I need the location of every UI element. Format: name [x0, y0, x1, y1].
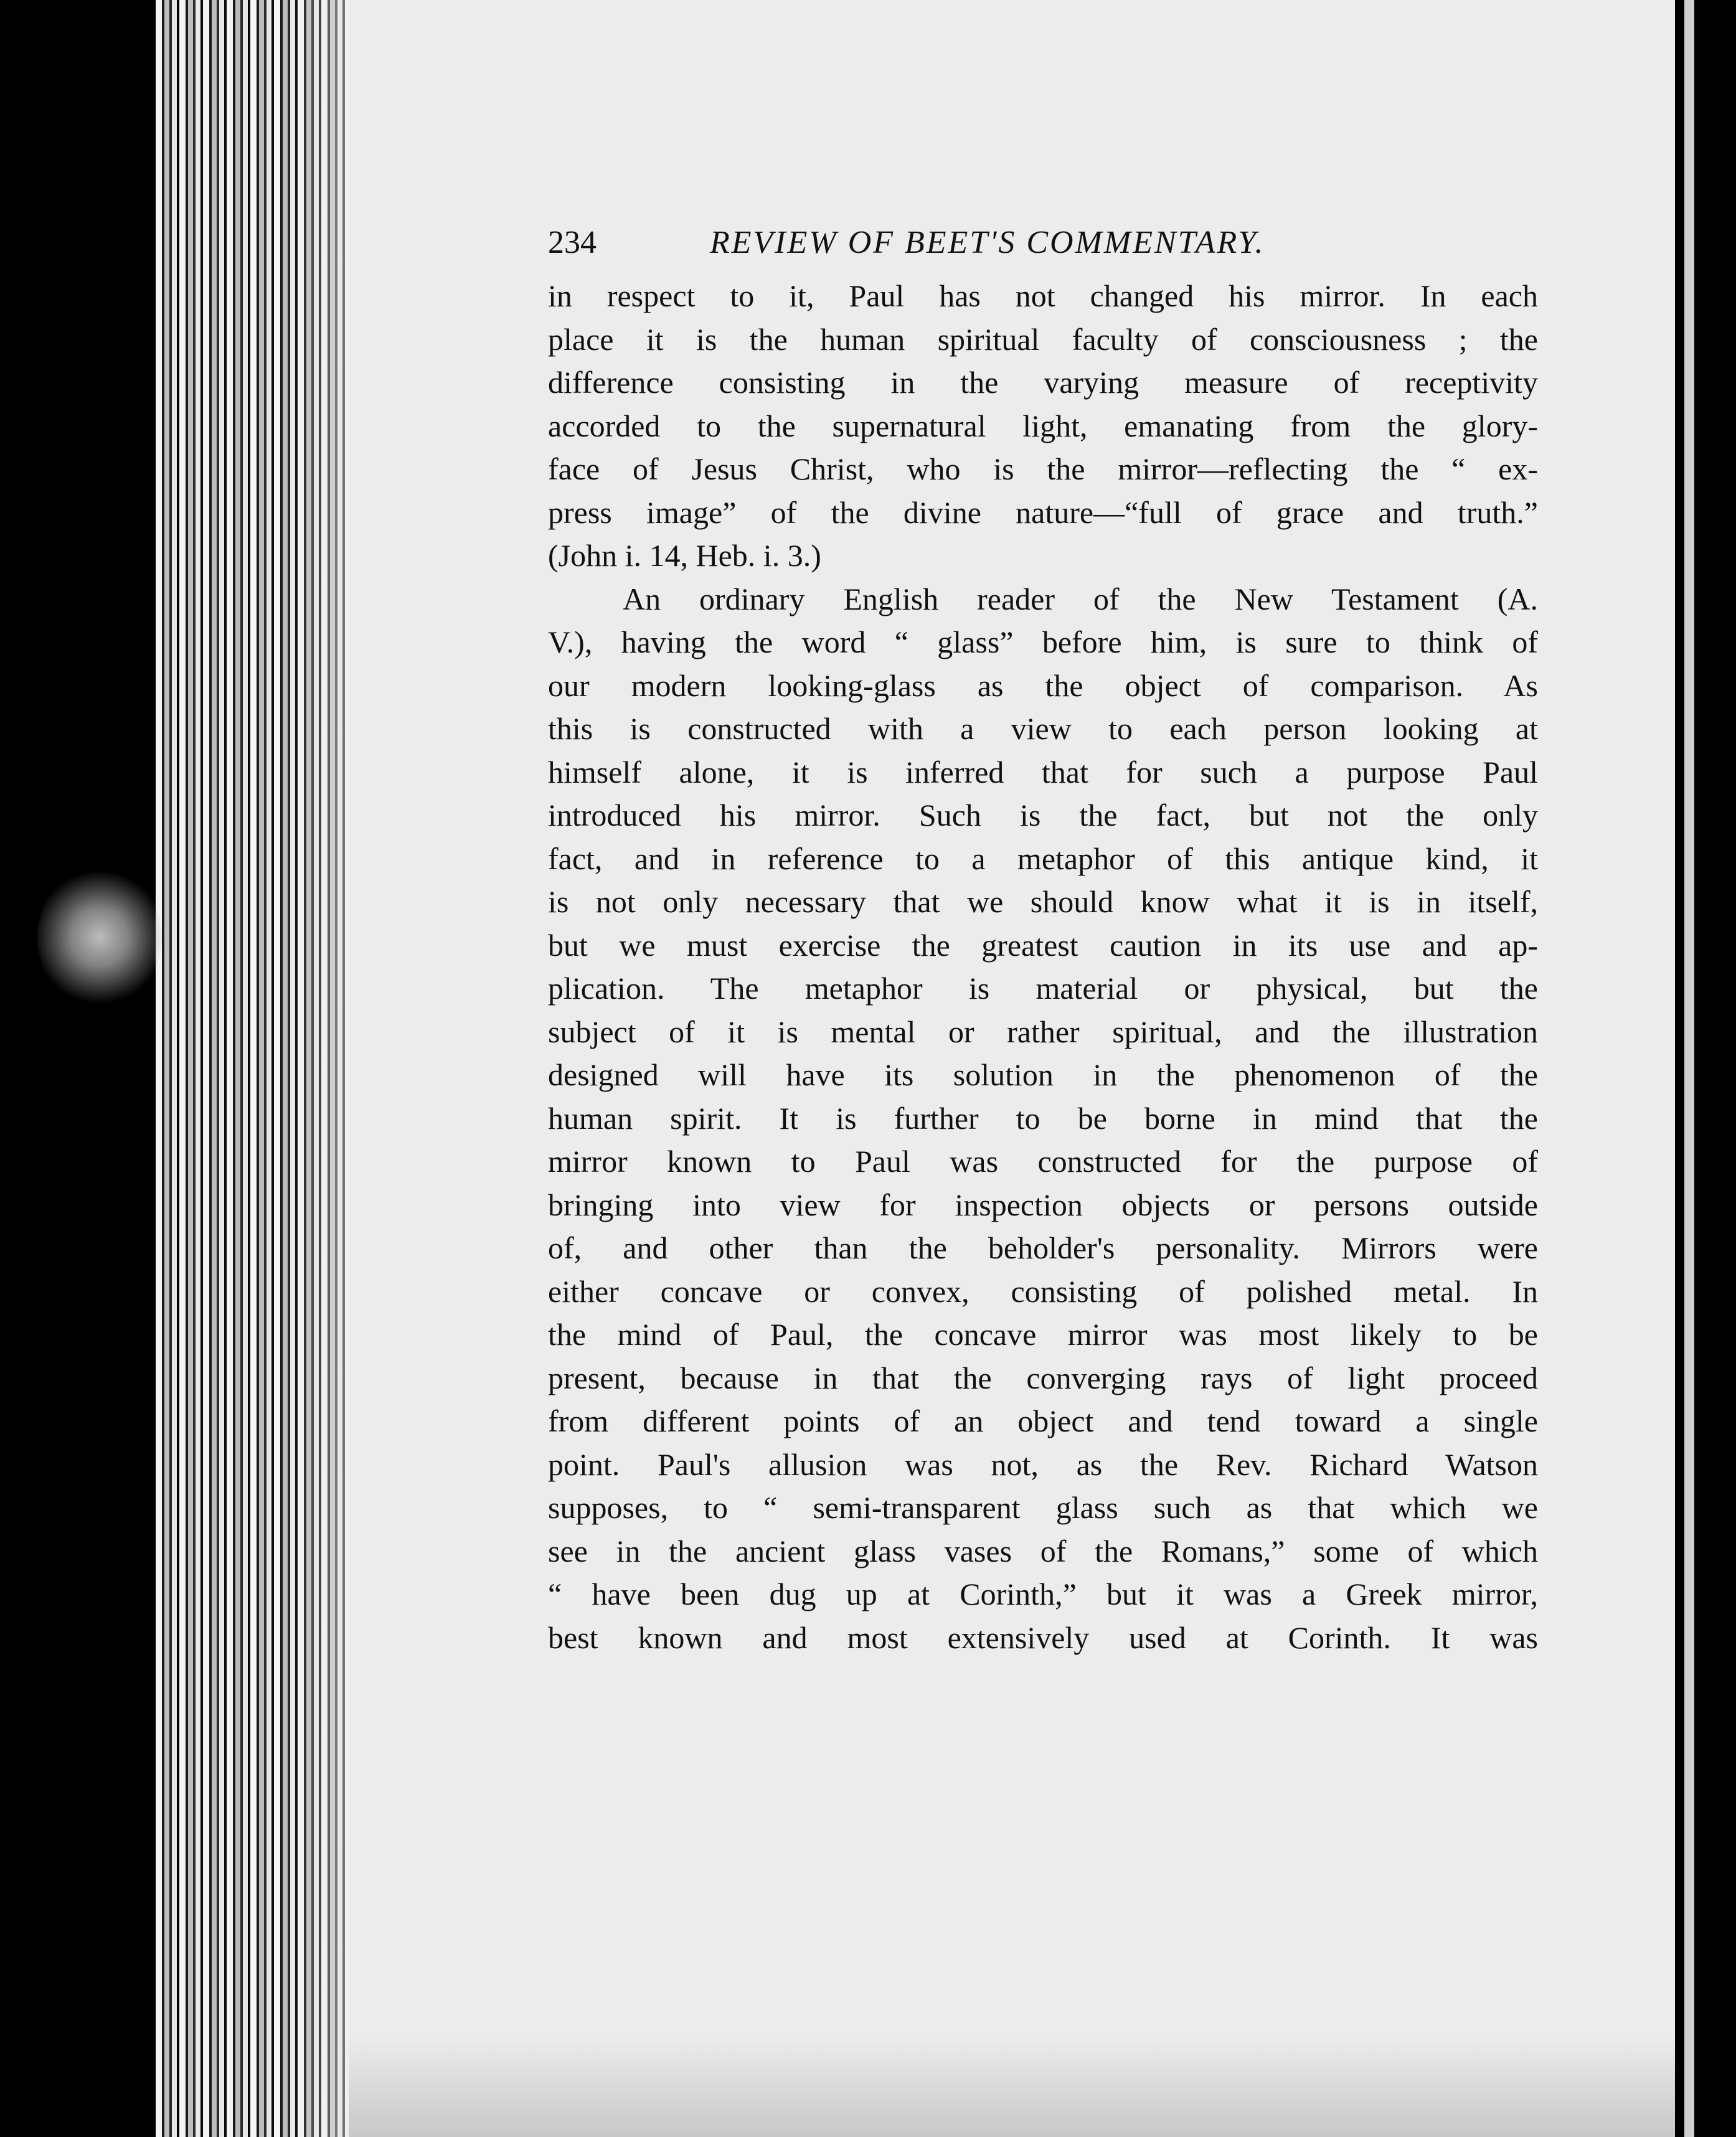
page-text-block — [548, 224, 1538, 1659]
text-line: subject of it is mental or rather spiritual, and the illustration — [548, 1014, 1538, 1049]
text-line: introduced his mirror. Such is the fact, but not the only — [548, 798, 1538, 833]
text-line: An ordinary English reader of the New Testament (A. — [623, 581, 1538, 616]
text-line: our modern looking-glass as the object of comparison. As — [548, 668, 1538, 703]
text-line: fact, and in reference to a metaphor of this antique kind, it — [548, 841, 1538, 876]
text-line: present, because in that the converging rays of light proceed — [548, 1360, 1538, 1395]
text-line: but we must exercise the greatest caution in its use and ap- — [548, 927, 1538, 963]
paragraph-1 — [548, 275, 1538, 578]
text-line: designed will have its solution in the phenomenon of the — [548, 1057, 1538, 1092]
running-head — [548, 224, 1538, 261]
text-line: this is constructed with a view to each person looking at — [548, 711, 1538, 746]
text-line: point. Paul's allusion was not, as the Rev. Richard Watson — [548, 1446, 1538, 1482]
text-line: best known and most extensively used at Corinth. It was — [548, 1620, 1538, 1655]
next-page-edge — [1684, 0, 1694, 2137]
text-line: accorded to the supernatural light, emanating from the glory- — [548, 408, 1538, 443]
text-line: in respect to it, Paul has not changed his mirror. In each — [548, 278, 1538, 313]
paragraph-2 — [548, 578, 1538, 1660]
text-line: human spirit. It is further to be borne in mind that the — [548, 1100, 1538, 1136]
page-number: 234 — [548, 225, 597, 260]
scan-smudge — [37, 866, 162, 1009]
text-line: “ have been dug up at Corinth,” but it was a Greek mirror, — [548, 1577, 1538, 1611]
text-line: (John i. 14, Heb. i. 3.) — [548, 538, 821, 573]
text-line: V.), having the word “ glass” before him, is sure to think of — [548, 625, 1538, 659]
text-line: of, and other than the beholder's personality. Mirrors were — [548, 1230, 1538, 1265]
text-line: supposes, to “ semi-transparent glass such as that which we — [548, 1490, 1538, 1525]
text-line: plication. The metaphor is material or physical, but the — [548, 971, 1538, 1006]
text-line: is not only necessary that we should know what it is in itself, — [548, 884, 1538, 919]
page-bottom-shadow — [349, 2036, 1687, 2137]
text-line: bringing into view for inspection objects or persons outside — [548, 1187, 1538, 1222]
text-line: mirror known to Paul was constructed for the purpose of — [548, 1144, 1538, 1179]
text-line: see in the ancient glass vases of the Romans,” some of which — [548, 1533, 1538, 1569]
text-line: press image” of the divine nature—“full of grace and truth.” — [548, 494, 1538, 530]
text-line: from different points of an object and tend toward a single — [548, 1403, 1538, 1438]
text-line: place it is the human spiritual faculty of consciousness ; the — [548, 321, 1538, 357]
text-line: himself alone, it is inferred that for such a purpose Paul — [548, 754, 1538, 790]
text-line: the mind of Paul, the concave mirror was most likely to be — [548, 1317, 1538, 1352]
text-line: either concave or convex, consisting of polished metal. In — [548, 1273, 1538, 1309]
running-head-title: REVIEW OF BEET'S COMMENTARY. — [710, 225, 1265, 260]
text-line: face of Jesus Christ, who is the mirror—reflecting the “ ex- — [548, 451, 1538, 486]
text-line: difference consisting in the varying measure of receptivity — [548, 365, 1538, 400]
